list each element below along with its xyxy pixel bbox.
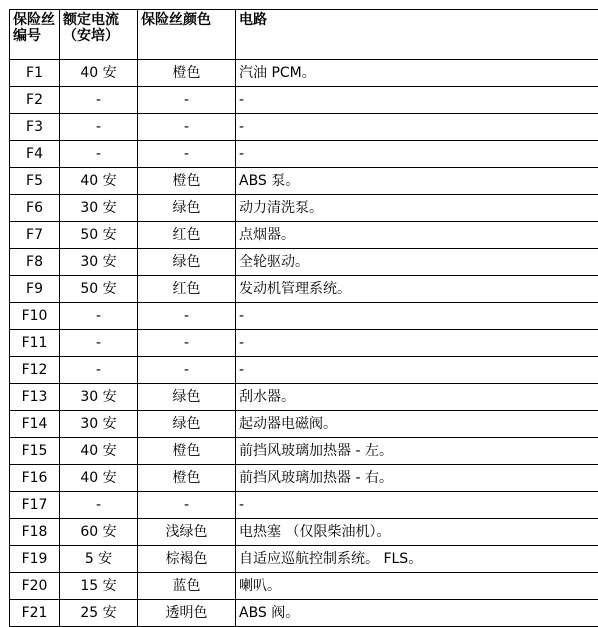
circuit-cell: - [236,114,598,141]
table-row [10,303,598,330]
rated-current-cell: 25 安 [60,600,138,627]
table-row [10,357,598,384]
fuse-rows [10,60,598,627]
fuse-color-cell: - [138,492,236,519]
circuit-cell: 自适应巡航控制系统。 FLS。 [236,546,598,573]
table-row [10,330,598,357]
fuse-number-cell: F12 [10,357,60,384]
fuse-color-cell: 绿色 [138,384,236,411]
fuse-color-cell: 橙色 [138,60,236,87]
rated-current-cell: 30 安 [60,411,138,438]
fuse-color-cell: 蓝色 [138,573,236,600]
rated-current-cell: 30 安 [60,249,138,276]
table-row [10,168,598,195]
circuit-cell: - [236,492,598,519]
rated-current-cell: - [60,87,138,114]
fuse-color-cell: - [138,114,236,141]
rated-current-cell: - [60,492,138,519]
header-fuse-color: 保险丝颜色 [138,10,236,60]
table-row [10,114,598,141]
rated-current-cell: 50 安 [60,276,138,303]
fuse-color-cell: 绿色 [138,411,236,438]
rated-current-cell: 40 安 [60,168,138,195]
fuse-color-cell: 透明色 [138,600,236,627]
fuse-color-cell: 浅绿色 [138,519,236,546]
fuse-number-cell: F19 [10,546,60,573]
table-header-row [10,10,598,60]
rated-current-cell: 5 安 [60,546,138,573]
fuse-number-cell: F7 [10,222,60,249]
table-row [10,519,598,546]
fuse-number-cell: F2 [10,87,60,114]
table-row [10,573,598,600]
fuse-number-cell: F8 [10,249,60,276]
table-row [10,141,598,168]
circuit-cell: 全轮驱动。 [236,249,598,276]
rated-current-cell: - [60,303,138,330]
table-row [10,438,598,465]
fuse-color-cell: 橙色 [138,438,236,465]
header-circuit: 电路 [236,10,598,60]
fuse-color-cell: 棕褐色 [138,546,236,573]
circuit-cell: 前挡风玻璃加热器 - 左。 [236,438,598,465]
rated-current-cell: - [60,141,138,168]
fuse-color-cell: 绿色 [138,249,236,276]
circuit-cell: ABS 阀。 [236,600,598,627]
rated-current-cell: 40 安 [60,465,138,492]
header-rated-current: 额定电流（安培） [60,10,138,60]
table-row [10,465,598,492]
table-row [10,87,598,114]
table-row [10,60,598,87]
table-row [10,492,598,519]
rated-current-cell: 30 安 [60,384,138,411]
header-fuse-number: 保险丝编号 [10,10,60,60]
rated-current-cell: 30 安 [60,195,138,222]
rated-current-cell: 40 安 [60,60,138,87]
fuse-table [9,9,598,627]
table-row [10,276,598,303]
fuse-number-cell: F16 [10,465,60,492]
circuit-cell: 喇叭。 [236,573,598,600]
fuse-color-cell: - [138,330,236,357]
circuit-cell: - [236,141,598,168]
table-row [10,411,598,438]
circuit-cell: 点烟器。 [236,222,598,249]
table-row [10,600,598,627]
fuse-color-cell: - [138,357,236,384]
table-row [10,195,598,222]
circuit-cell: 起动器电磁阀。 [236,411,598,438]
circuit-cell: - [236,87,598,114]
fuse-color-cell: 绿色 [138,195,236,222]
circuit-cell: - [236,357,598,384]
fuse-number-cell: F18 [10,519,60,546]
table-row [10,222,598,249]
circuit-cell: 发动机管理系统。 [236,276,598,303]
circuit-cell: 刮水器。 [236,384,598,411]
circuit-cell: - [236,303,598,330]
table-row [10,546,598,573]
fuse-number-cell: F15 [10,438,60,465]
fuse-color-cell: 红色 [138,276,236,303]
fuse-number-cell: F10 [10,303,60,330]
fuse-number-cell: F3 [10,114,60,141]
fuse-number-cell: F4 [10,141,60,168]
table-row [10,249,598,276]
circuit-cell: 前挡风玻璃加热器 - 右。 [236,465,598,492]
fuse-color-cell: - [138,303,236,330]
fuse-color-cell: 橙色 [138,168,236,195]
rated-current-cell: 50 安 [60,222,138,249]
rated-current-cell: - [60,114,138,141]
circuit-cell: 汽油 PCM。 [236,60,598,87]
fuse-number-cell: F5 [10,168,60,195]
rated-current-cell: 60 安 [60,519,138,546]
rated-current-cell: - [60,357,138,384]
fuse-number-cell: F17 [10,492,60,519]
fuse-number-cell: F21 [10,600,60,627]
fuse-color-cell: - [138,87,236,114]
circuit-cell: ABS 泵。 [236,168,598,195]
fuse-number-cell: F6 [10,195,60,222]
rated-current-cell: 40 安 [60,438,138,465]
fuse-number-cell: F1 [10,60,60,87]
fuse-number-cell: F13 [10,384,60,411]
fuse-number-cell: F20 [10,573,60,600]
fuse-color-cell: 橙色 [138,465,236,492]
fuse-number-cell: F9 [10,276,60,303]
fuse-number-cell: F11 [10,330,60,357]
table-row [10,384,598,411]
circuit-cell: - [236,330,598,357]
circuit-cell: 动力清洗泵。 [236,195,598,222]
rated-current-cell: 15 安 [60,573,138,600]
circuit-cell: 电热塞 （仅限柴油机）。 [236,519,598,546]
fuse-number-cell: F14 [10,411,60,438]
rated-current-cell: - [60,330,138,357]
fuse-color-cell: 红色 [138,222,236,249]
fuse-color-cell: - [138,141,236,168]
